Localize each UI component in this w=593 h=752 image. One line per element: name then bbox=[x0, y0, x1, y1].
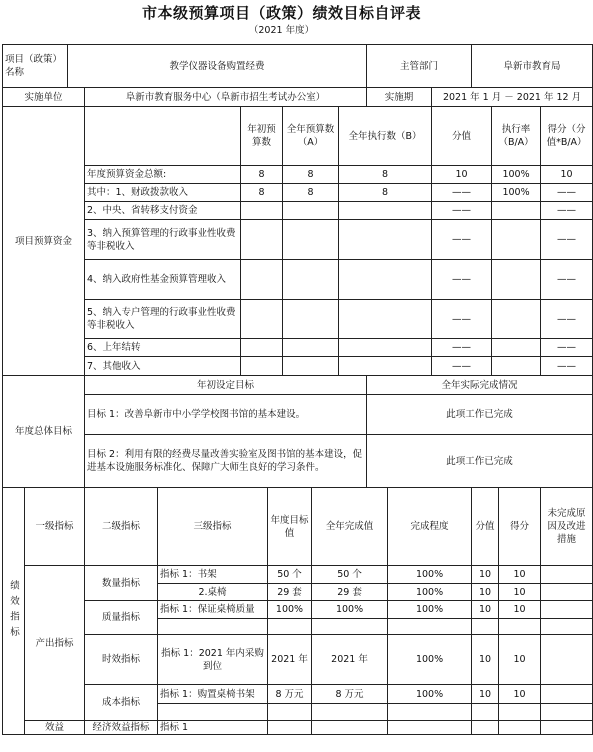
indicator-score: 10 bbox=[472, 566, 499, 584]
budget-cell: —— bbox=[432, 339, 492, 357]
indicator-done: 50 个 bbox=[312, 566, 388, 584]
budget-cell: —— bbox=[541, 184, 593, 202]
budget-cell: 8 bbox=[339, 184, 432, 202]
perf-row bbox=[3, 601, 593, 619]
budget-cell bbox=[492, 202, 541, 220]
indicator: 指标 1：2021 年内采购到位 bbox=[158, 635, 268, 685]
level2-timeliness: 时效指标 bbox=[85, 635, 158, 685]
level2-cost: 成本指标 bbox=[85, 685, 158, 721]
goal-target: 目标 2：利用有限的经费尽量改善实验室及图书馆的基本建设，促进基本设施服务标准化、保障广大师生良好的学习条件。 bbox=[85, 435, 367, 488]
indicator-target: 50 个 bbox=[268, 566, 312, 584]
dept-label: 主管部门 bbox=[367, 45, 472, 88]
perf-col-target: 年度目标值 bbox=[268, 488, 312, 566]
level2-quantity: 数量指标 bbox=[85, 566, 158, 601]
perf-col-degree: 完成程度 bbox=[388, 488, 472, 566]
budget-col-score: 分值 bbox=[432, 107, 492, 166]
budget-row-label: 6、上年结转 bbox=[85, 339, 241, 357]
project-name-label: 项目（政策）名称 bbox=[3, 45, 68, 88]
budget-cell bbox=[339, 220, 432, 260]
indicator-got: 10 bbox=[499, 601, 541, 619]
budget-cell bbox=[283, 260, 339, 300]
goal-row bbox=[3, 395, 593, 435]
indicator-done: 100% bbox=[312, 601, 388, 619]
budget-row-label: 2、中央、省转移支付资金 bbox=[85, 202, 241, 220]
budget-col-annual: 全年预算数（A） bbox=[283, 107, 339, 166]
budget-cell bbox=[283, 300, 339, 339]
indicator-reason bbox=[541, 635, 593, 685]
page-subtitle: （2021 年度） bbox=[248, 25, 315, 36]
goal-actual: 此项工作已完成 bbox=[367, 395, 593, 435]
dept-value: 阜新市教育局 bbox=[472, 45, 593, 88]
budget-cell bbox=[241, 220, 283, 260]
budget-header-row bbox=[3, 107, 593, 166]
budget-cell: —— bbox=[541, 220, 593, 260]
budget-cell: 10 bbox=[432, 166, 492, 184]
indicator-degree: 100% bbox=[388, 635, 472, 685]
indicator-degree: 100% bbox=[388, 601, 472, 619]
budget-cell bbox=[492, 300, 541, 339]
indicator: 指标 1：购置桌椅书架 bbox=[158, 685, 268, 704]
budget-cell bbox=[283, 357, 339, 376]
budget-cell: —— bbox=[432, 202, 492, 220]
budget-cell bbox=[241, 300, 283, 339]
indicator: 指标 1 bbox=[158, 721, 268, 735]
budget-cell: —— bbox=[432, 300, 492, 339]
level1-output: 产出指标 bbox=[25, 566, 85, 721]
indicator-target: 100% bbox=[268, 601, 312, 619]
budget-cell bbox=[492, 357, 541, 376]
budget-row bbox=[3, 260, 593, 300]
budget-col-executed: 全年执行数（B） bbox=[339, 107, 432, 166]
budget-cell: —— bbox=[541, 202, 593, 220]
row-unit bbox=[3, 88, 593, 107]
perf-col-done: 全年完成值 bbox=[312, 488, 388, 566]
row-project-name bbox=[3, 45, 593, 88]
indicator-got: 10 bbox=[499, 584, 541, 601]
budget-col-points: 得分（分值*B/A） bbox=[541, 107, 593, 166]
budget-cell bbox=[283, 202, 339, 220]
evaluation-table bbox=[2, 44, 593, 735]
budget-row-label: 3、纳入预算管理的行政事业性收费等非税收入 bbox=[85, 220, 241, 260]
indicator: 2.桌椅 bbox=[158, 584, 268, 601]
indicator-target: 2021 年 bbox=[268, 635, 312, 685]
perf-col-score: 分值 bbox=[472, 488, 499, 566]
budget-cell bbox=[492, 339, 541, 357]
indicator-degree: 100% bbox=[388, 685, 472, 704]
perf-row bbox=[3, 635, 593, 685]
unit-label: 实施单位 bbox=[3, 88, 85, 107]
budget-cell bbox=[492, 260, 541, 300]
budget-cell: 8 bbox=[283, 166, 339, 184]
budget-cell: —— bbox=[432, 184, 492, 202]
budget-cell bbox=[283, 220, 339, 260]
budget-cell bbox=[492, 220, 541, 260]
budget-cell: —— bbox=[432, 260, 492, 300]
perf-col-level2: 二级指标 bbox=[85, 488, 158, 566]
budget-cell bbox=[339, 300, 432, 339]
budget-cell bbox=[339, 202, 432, 220]
budget-cell: —— bbox=[432, 220, 492, 260]
perf-col-level1: 一级指标 bbox=[25, 488, 85, 566]
indicator-got: 10 bbox=[499, 685, 541, 704]
budget-cell bbox=[241, 260, 283, 300]
budget-cell: —— bbox=[541, 357, 593, 376]
budget-row bbox=[3, 184, 593, 202]
budget-header-blank bbox=[85, 107, 241, 166]
indicator-score: 10 bbox=[472, 635, 499, 685]
budget-row bbox=[3, 339, 593, 357]
budget-row bbox=[3, 300, 593, 339]
budget-row-label: 4、纳入政府性基金预算管理收入 bbox=[85, 260, 241, 300]
indicator-got: 10 bbox=[499, 566, 541, 584]
unit-value: 阜新市教育服务中心（阜新市招生考试办公室） bbox=[85, 88, 367, 107]
budget-cell: 8 bbox=[339, 166, 432, 184]
indicator-done: 8 万元 bbox=[312, 685, 388, 704]
budget-row-label: 7、其他收入 bbox=[85, 357, 241, 376]
budget-cell: —— bbox=[541, 260, 593, 300]
indicator-degree: 100% bbox=[388, 584, 472, 601]
budget-cell bbox=[339, 357, 432, 376]
budget-row-label: 其中：1、财政拨款收入 bbox=[85, 184, 241, 202]
budget-cell bbox=[241, 339, 283, 357]
budget-cell: 10 bbox=[541, 166, 593, 184]
budget-cell bbox=[339, 339, 432, 357]
budget-cell: —— bbox=[432, 357, 492, 376]
goals-col-set: 年初设定目标 bbox=[85, 376, 367, 395]
level2-economic: 经济效益指标 bbox=[85, 721, 158, 735]
budget-cell: 100% bbox=[492, 184, 541, 202]
perf-col-level3: 三级指标 bbox=[158, 488, 268, 566]
goal-row bbox=[3, 435, 593, 488]
indicator-done: 29 套 bbox=[312, 584, 388, 601]
goals-col-actual: 全年实际完成情况 bbox=[367, 376, 593, 395]
indicator-target: 8 万元 bbox=[268, 685, 312, 704]
indicator-reason bbox=[541, 685, 593, 704]
indicator-target: 29 套 bbox=[268, 584, 312, 601]
goals-header-row bbox=[3, 376, 593, 395]
period-label: 实施期 bbox=[367, 88, 432, 107]
indicator-done: 2021 年 bbox=[312, 635, 388, 685]
project-name-value: 教学仪器设备购置经费 bbox=[68, 45, 367, 88]
budget-cell bbox=[241, 202, 283, 220]
indicator-got: 10 bbox=[499, 635, 541, 685]
indicator: 指标 1：保证桌椅质量 bbox=[158, 601, 268, 619]
budget-cell bbox=[241, 357, 283, 376]
budget-section-label: 项目预算资金 bbox=[3, 107, 85, 376]
perf-row bbox=[3, 566, 593, 584]
budget-cell: —— bbox=[541, 300, 593, 339]
budget-cell: 8 bbox=[283, 184, 339, 202]
indicator-reason bbox=[541, 566, 593, 584]
perf-row bbox=[3, 721, 593, 735]
budget-col-rate: 执行率（B/A） bbox=[492, 107, 541, 166]
budget-row bbox=[3, 202, 593, 220]
indicator-degree: 100% bbox=[388, 566, 472, 584]
level1-benefit: 效益 bbox=[25, 721, 85, 735]
goals-section-label: 年度总体目标 bbox=[3, 376, 85, 488]
page-title: 市本级预算项目（政策）绩效目标自评表 bbox=[141, 4, 421, 22]
level2-quality: 质量指标 bbox=[85, 601, 158, 635]
perf-header-row bbox=[3, 488, 593, 566]
budget-cell bbox=[339, 260, 432, 300]
goal-target: 目标 1：改善阜新市中小学学校图书馆的基本建设。 bbox=[85, 395, 367, 435]
perf-row bbox=[3, 685, 593, 704]
budget-row bbox=[3, 166, 593, 184]
indicator-score: 10 bbox=[472, 601, 499, 619]
indicator: 指标 1：书架 bbox=[158, 566, 268, 584]
perf-col-reason: 未完成原因及改进措施 bbox=[541, 488, 593, 566]
budget-row bbox=[3, 357, 593, 376]
budget-cell: 8 bbox=[241, 184, 283, 202]
perf-col-got: 得分 bbox=[499, 488, 541, 566]
indicator-score: 10 bbox=[472, 584, 499, 601]
budget-cell bbox=[283, 339, 339, 357]
period-value: 2021 年 1 月 － 2021 年 12 月 bbox=[432, 88, 593, 107]
goal-actual: 此项工作已完成 bbox=[367, 435, 593, 488]
budget-cell: 100% bbox=[492, 166, 541, 184]
budget-row bbox=[3, 220, 593, 260]
indicator-reason bbox=[541, 584, 593, 601]
indicator-reason bbox=[541, 601, 593, 619]
budget-cell: —— bbox=[541, 339, 593, 357]
budget-cell: 8 bbox=[241, 166, 283, 184]
perf-section-label: 绩效指标 bbox=[3, 488, 25, 735]
budget-row-label: 5、纳入专户管理的行政事业性收费等非税收入 bbox=[85, 300, 241, 339]
budget-col-initial: 年初预算数 bbox=[241, 107, 283, 166]
budget-row-label: 年度预算资金总额: bbox=[85, 166, 241, 184]
indicator-score: 10 bbox=[472, 685, 499, 704]
